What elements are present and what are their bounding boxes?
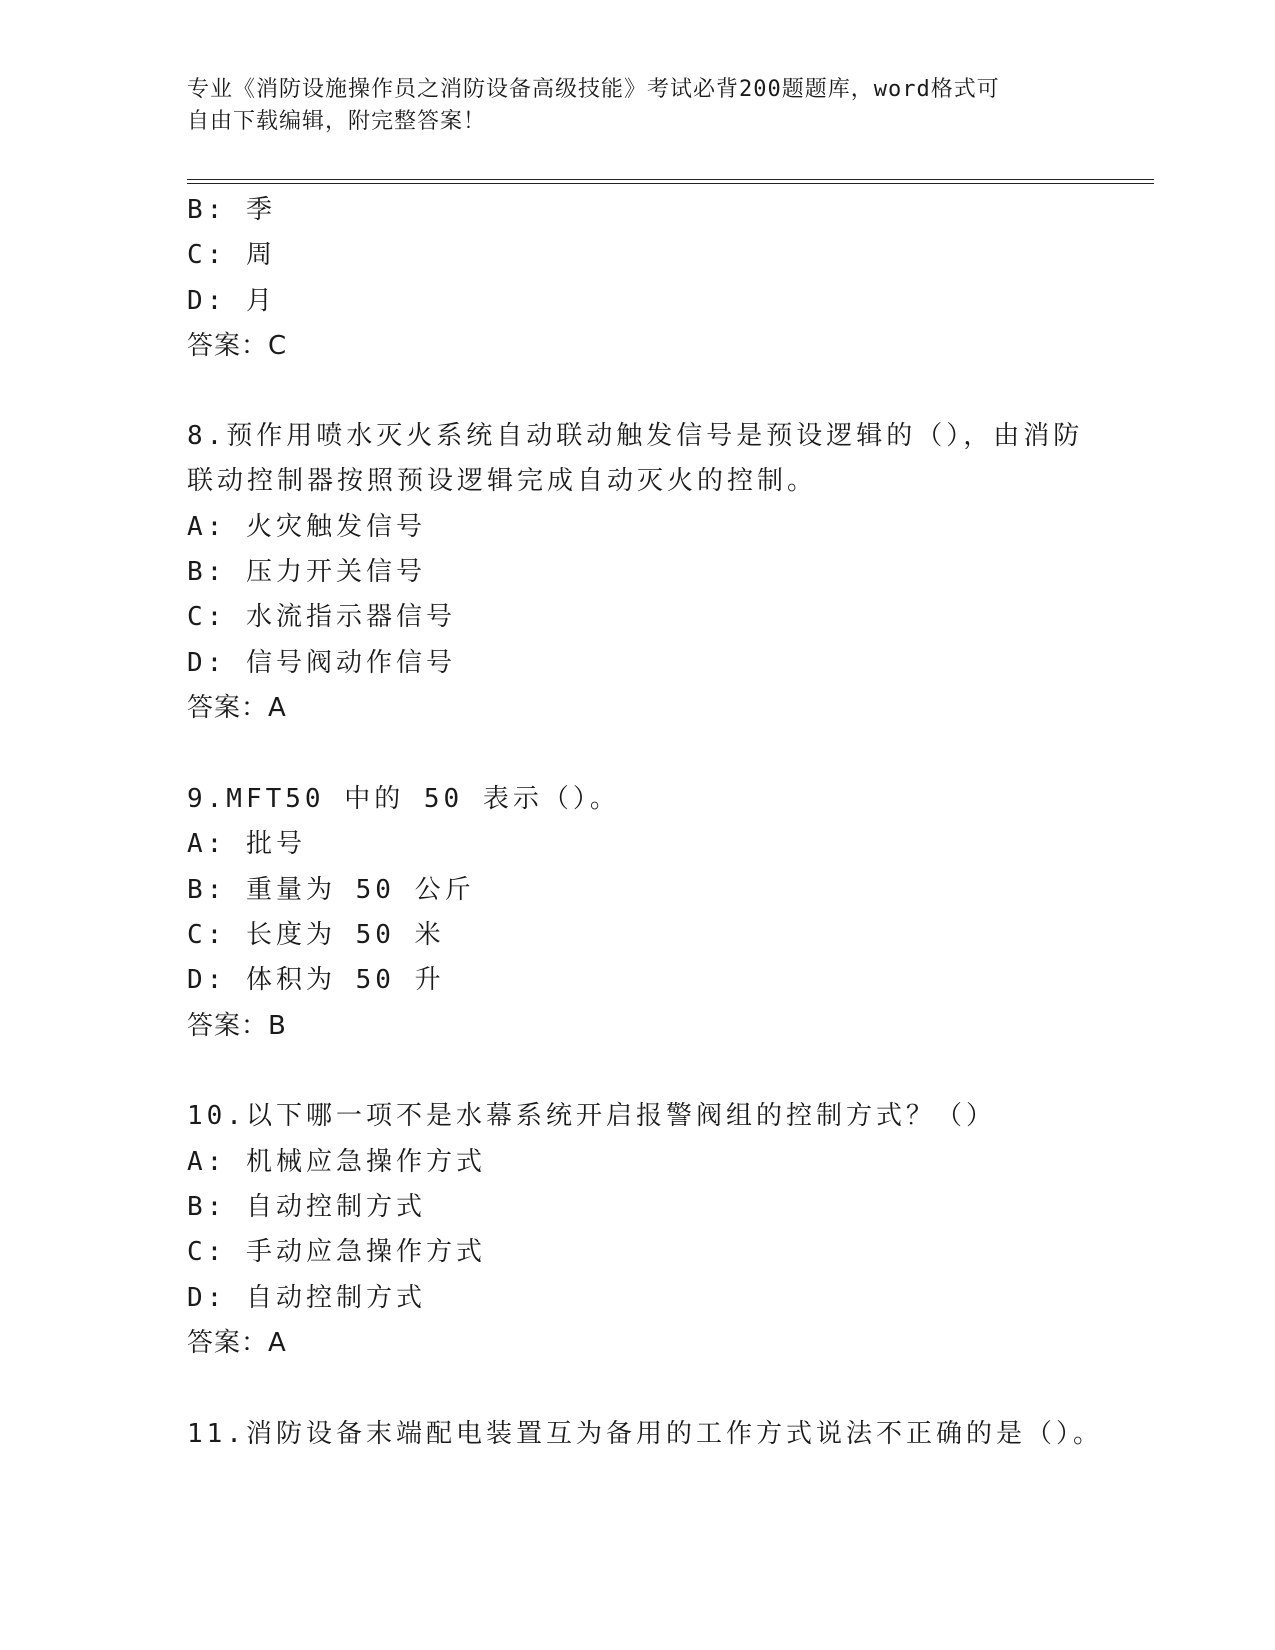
q8-option-c: C: 水流指示器信号 [187, 602, 456, 632]
header-divider-bottom [187, 183, 1154, 184]
q8-answer: 答案：A [187, 693, 287, 723]
q9-option-a: A: 批号 [187, 829, 306, 859]
document-header [187, 74, 1067, 138]
q10-option-d: D: 自动控制方式 [187, 1283, 426, 1313]
q8-option-a: A: 火灾触发信号 [187, 512, 426, 542]
q10-option-a: A: 机械应急操作方式 [187, 1147, 486, 1177]
q7-option-c: C: 周 [187, 240, 276, 270]
q8-option-b: B: 压力开关信号 [187, 557, 426, 587]
q9-answer: 答案：B [187, 1011, 287, 1041]
q10-option-b: B: 自动控制方式 [187, 1192, 426, 1222]
q9-option-d: D: 体积为 50 升 [187, 965, 445, 995]
q9-option-c: C: 长度为 50 米 [187, 920, 445, 950]
header-line-2: 自由下载编辑，附完整答案！ [187, 109, 487, 134]
q9-option-b: B: 重量为 50 公斤 [187, 875, 475, 905]
q9-stem: 9.MFT50 中的 50 表示（）。 [187, 784, 620, 814]
q10-stem: 10.以下哪一项不是水幕系统开启报警阀组的控制方式？（） [187, 1101, 996, 1131]
q7-answer: 答案：C [187, 331, 288, 361]
q8-stem-line-1: 8.预作用喷水灭火系统自动联动触发信号是预设逻辑的（），由消防 [187, 421, 1084, 451]
q7-option-b: B: 季 [187, 195, 276, 225]
q11-stem: 11.消防设备末端配电装置互为备用的工作方式说法不正确的是（）。 [187, 1419, 1103, 1449]
q8-stem-line-2: 联动控制器按照预设逻辑完成自动灭火的控制。 [187, 466, 818, 496]
q7-option-d: D: 月 [187, 286, 276, 316]
q8-option-d: D: 信号阀动作信号 [187, 648, 456, 678]
header-divider-top [187, 179, 1154, 180]
q10-option-c: C: 手动应急操作方式 [187, 1237, 486, 1267]
header-line-1: 专业《消防设施操作员之消防设备高级技能》考试必背200题题库，word格式可 [187, 77, 1000, 102]
q10-answer: 答案：A [187, 1328, 287, 1358]
